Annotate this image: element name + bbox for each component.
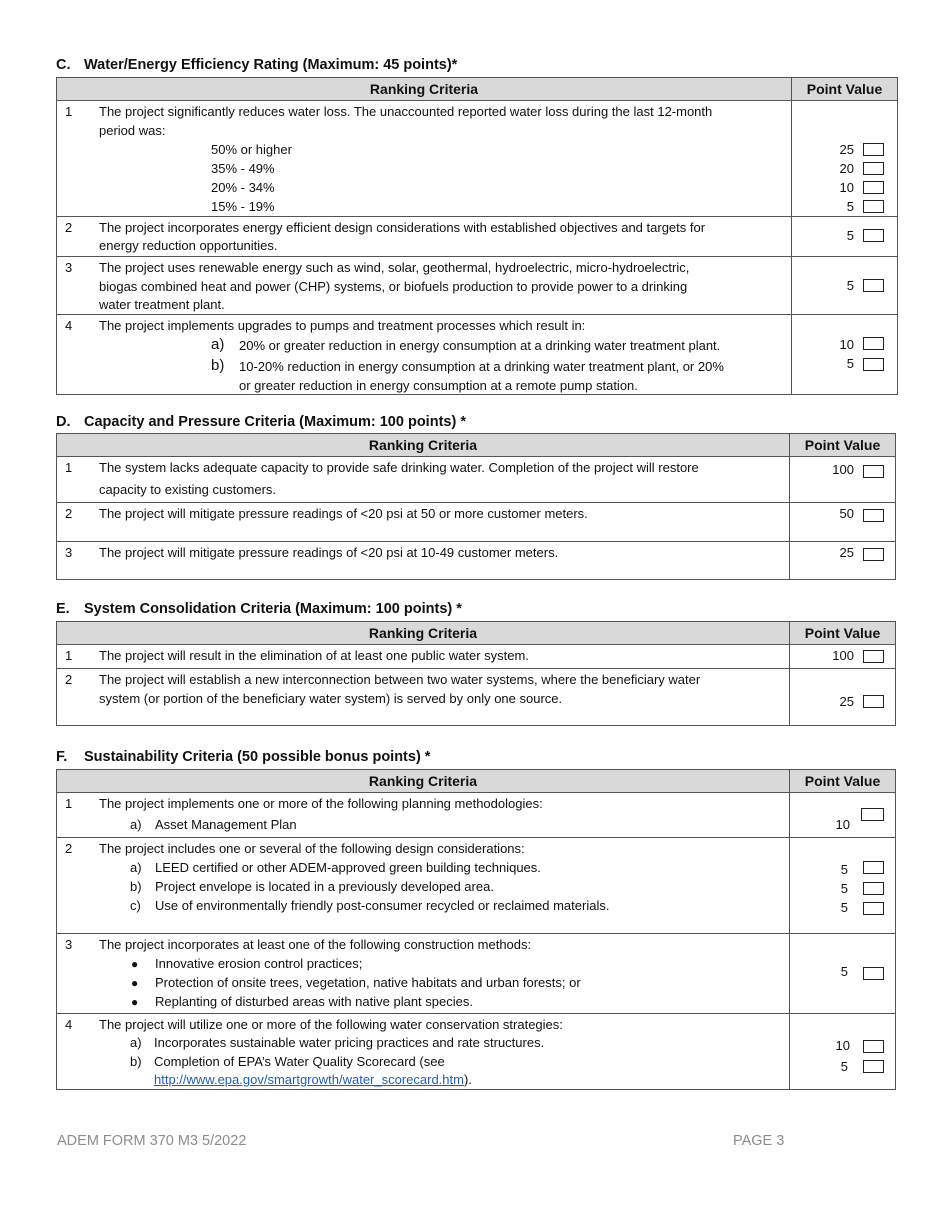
table-row: 3 The project uses renewable energy such as wind, solar, geothermal, hydroelectric, micro-hydroelectric, biogas combined heat and power (CHP) systems, or biofuels production to provide power to a drinking water treatment plant. 5 bbox=[57, 257, 898, 315]
checkbox[interactable] bbox=[863, 882, 884, 895]
checkbox[interactable] bbox=[863, 181, 884, 194]
checkbox[interactable] bbox=[863, 358, 884, 371]
checkbox[interactable] bbox=[863, 162, 884, 175]
checkbox[interactable] bbox=[863, 650, 884, 663]
point-value-header: Point Value bbox=[792, 78, 898, 101]
point-value-header: Point Value bbox=[790, 622, 896, 645]
checkbox[interactable] bbox=[863, 967, 884, 980]
checkbox[interactable] bbox=[863, 902, 884, 915]
table-row: 1 The project significantly reduces water loss. The unaccounted reported water loss during the last 12-month period was: 50% or higher 35% - 49% 20% - 34% 15% - 19% 25 20 10 5 bbox=[57, 101, 898, 217]
point-value-header: Point Value bbox=[790, 434, 896, 457]
checkbox[interactable] bbox=[863, 337, 884, 350]
ranking-criteria-header: Ranking Criteria bbox=[57, 434, 790, 457]
checkbox[interactable] bbox=[863, 465, 884, 478]
checkbox[interactable] bbox=[863, 695, 884, 708]
table-row: 1 The project implements one or more of the following planning methodologies: a) Asset Management Plan 10 bbox=[57, 793, 896, 838]
table-row: 2 The project will establish a new interconnection between two water systems, where the beneficiary water system (or portion of the beneficiary water system) is served by only one source. 25 bbox=[57, 669, 896, 726]
ranking-criteria-header: Ranking Criteria bbox=[57, 622, 790, 645]
table-row: 2 The project includes one or several of the following design considerations: a) LEED certified or other ADEM-approved green building techniques. b) Project envelope is located in a previously developed area. c) Use of environmentally friendly post-consumer recycled or reclaimed materials. 5 5 5 bbox=[57, 838, 896, 934]
checkbox[interactable] bbox=[863, 200, 884, 213]
section-d-title: D. Capacity and Pressure Criteria (Maximum: 100 points) * bbox=[56, 414, 466, 430]
ranking-criteria-header: Ranking Criteria bbox=[57, 78, 792, 101]
section-d-table bbox=[56, 433, 896, 580]
table-row: 2 The project incorporates energy efficient design considerations with established objectives and targets for energy reduction opportunities. 5 bbox=[57, 217, 898, 257]
checkbox[interactable] bbox=[863, 1060, 884, 1073]
bullet-icon: ● bbox=[131, 995, 139, 1009]
table-row: 1 The system lacks adequate capacity to provide safe drinking water. Completion of the project will restore capacity to existing customers. 100 bbox=[57, 457, 896, 503]
table-row: 2 The project will mitigate pressure readings of <20 psi at 50 or more customer meters. 50 bbox=[57, 503, 896, 542]
section-c-table bbox=[56, 77, 898, 395]
table-row: 1 The project will result in the elimination of at least one public water system. 100 bbox=[57, 645, 896, 669]
page-number: PAGE 3 bbox=[733, 1133, 785, 1149]
checkbox[interactable] bbox=[863, 143, 884, 156]
table-row: 3 The project incorporates at least one of the following construction methods: ● Innovative erosion control practices; ● Protection of onsite trees, vegetation, native habitats and urban forests; or ● Replanting of disturbed areas with native plant species. 5 bbox=[57, 934, 896, 1014]
section-e-title: E. System Consolidation Criteria (Maximum: 100 points) * bbox=[56, 601, 462, 617]
section-f-table bbox=[56, 769, 896, 1090]
checkbox[interactable] bbox=[861, 808, 884, 821]
table-row: 4 The project implements upgrades to pumps and treatment processes which result in: a) 20% or greater reduction in energy consumption at a drinking water treatment plant. b) 10-20% reduction in energy consumption at a drinking water treatment plant, or 20% or greater reduction in energy consumption at a remote pump station. 10 5 bbox=[57, 315, 898, 395]
ranking-criteria-header: Ranking Criteria bbox=[57, 770, 790, 793]
section-f-title: F. Sustainability Criteria (50 possible bonus points) * bbox=[56, 749, 431, 765]
table-row: 3 The project will mitigate pressure readings of <20 psi at 10-49 customer meters. 25 bbox=[57, 542, 896, 580]
water-scorecard-link[interactable]: http://www.epa.gov/smartgrowth/water_scorecard.htm bbox=[154, 1072, 464, 1087]
section-c-title: C. Water/Energy Efficiency Rating (Maximum: 45 points)* bbox=[56, 57, 458, 73]
table-row: 4 The project will utilize one or more of the following water conservation strategies: a) Incorporates sustainable water pricing practices and rate structures. b) Completion of EPA’s Water Quality Scorecard (see http://www.epa.gov/smartgrowth/water_scorecard.htm). 10 5 bbox=[57, 1014, 896, 1090]
bullet-icon: ● bbox=[131, 976, 139, 990]
checkbox[interactable] bbox=[863, 229, 884, 242]
form-number: ADEM FORM 370 M3 5/2022 bbox=[57, 1133, 247, 1149]
point-value-header: Point Value bbox=[790, 770, 896, 793]
checkbox[interactable] bbox=[863, 279, 884, 292]
checkbox[interactable] bbox=[863, 548, 884, 561]
checkbox[interactable] bbox=[863, 1040, 884, 1053]
bullet-icon: ● bbox=[131, 957, 139, 971]
section-e-table bbox=[56, 621, 896, 726]
checkbox[interactable] bbox=[863, 509, 884, 522]
checkbox[interactable] bbox=[863, 861, 884, 874]
